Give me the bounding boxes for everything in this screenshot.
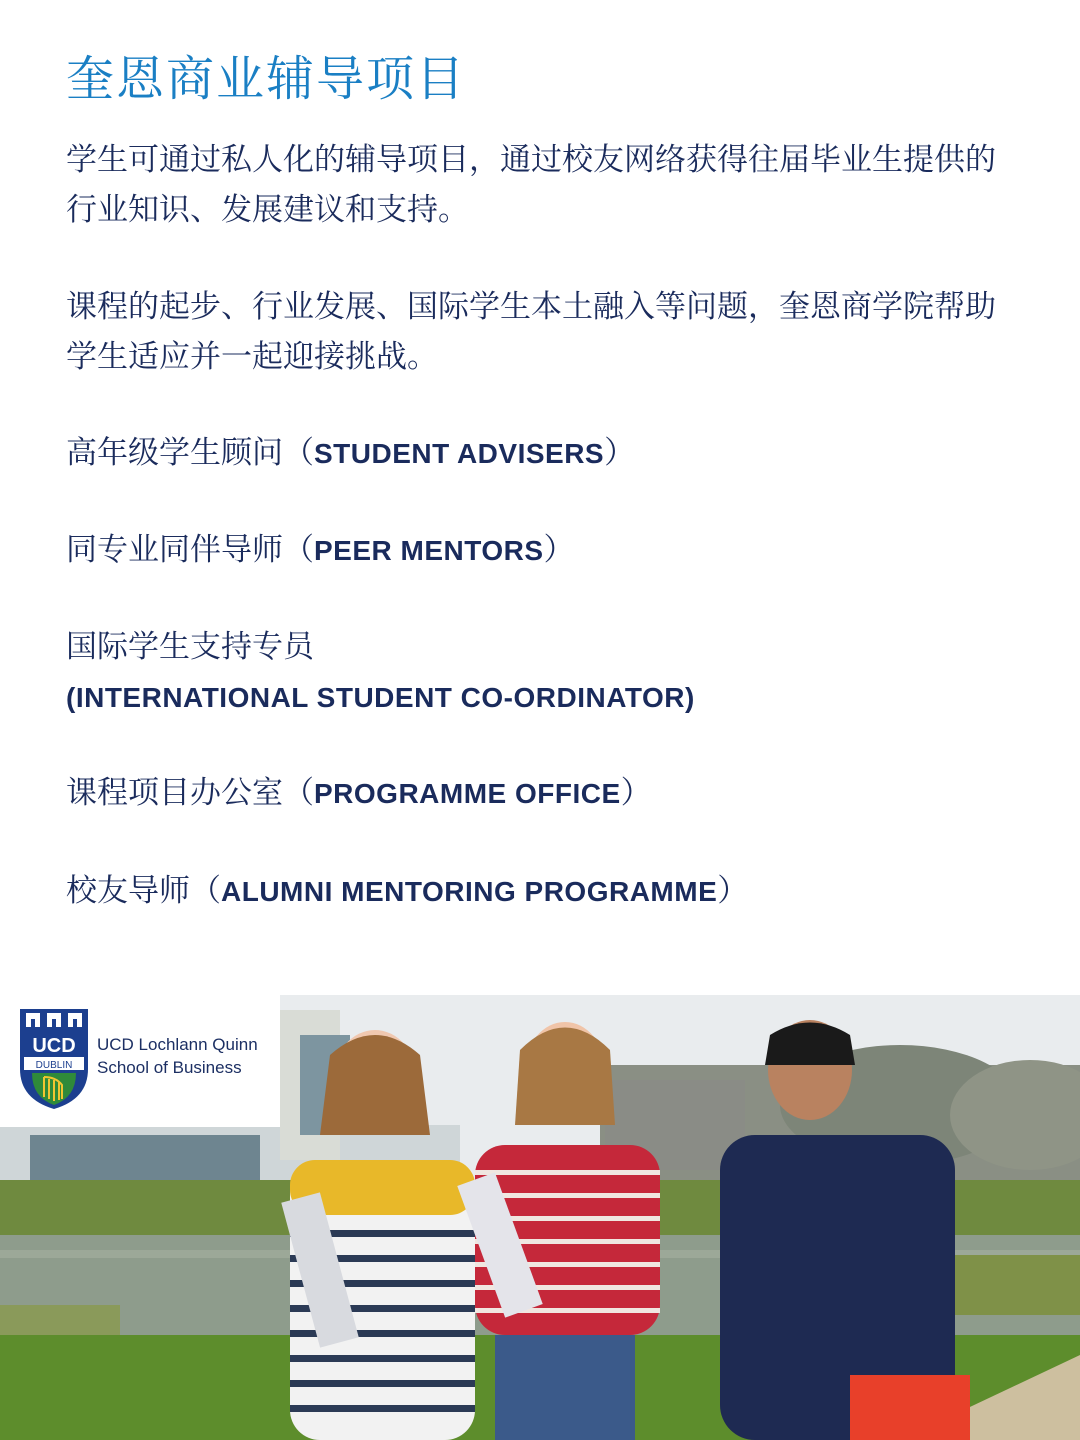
school-name-line1: UCD Lochlann Quinn: [97, 1035, 258, 1054]
item-zh: 高年级学生顾问（: [66, 435, 314, 471]
item-close: ）: [543, 532, 575, 568]
list-item-international-coordinator: [66, 622, 314, 672]
list-item-alumni-mentoring: [66, 866, 748, 917]
item-zh: 同专业同伴导师（: [66, 532, 314, 568]
school-name: [97, 1033, 258, 1079]
list-item-student-advisers: [66, 428, 635, 479]
crest-top-text: UCD: [32, 1035, 76, 1057]
item-zh: 校友导师（: [66, 873, 221, 909]
logo-panel: [0, 995, 280, 1127]
item-zh: 课程项目办公室（: [66, 775, 314, 811]
item-en: PROGRAMME OFFICE: [314, 778, 621, 809]
support-paragraph: 课程的起步、行业发展、国际学生本土融入等问题，奎恩商学院帮助学生适应并一起迎接挑战。: [66, 289, 996, 375]
item-en: PEER MENTORS: [314, 535, 544, 566]
intro-paragraph: 学生可通过私人化的辅导项目，通过校友网络获得往届毕业生提供的行业知识、发展建议和支持。: [66, 142, 996, 228]
page-title: 奎恩商业辅导项目: [66, 51, 467, 107]
item-close: ）: [604, 435, 636, 471]
ucd-crest-icon: [18, 1007, 90, 1111]
item-close: ）: [717, 873, 749, 909]
item-en: (INTERNATIONAL STUDENT CO-ORDINATOR): [66, 682, 695, 713]
crest-bottom-text: DUBLIN: [35, 1060, 73, 1071]
list-item-peer-mentors: [66, 525, 575, 576]
school-name-line2: School of Business: [97, 1058, 242, 1077]
item-en: STUDENT ADVISERS: [314, 438, 605, 469]
list-item-international-coordinator-en: [66, 672, 695, 723]
item-en: ALUMNI MENTORING PROGRAMME: [221, 876, 718, 907]
list-item-programme-office: [66, 768, 652, 819]
item-zh: 国际学生支持专员: [66, 629, 314, 665]
item-close: ）: [620, 775, 652, 811]
